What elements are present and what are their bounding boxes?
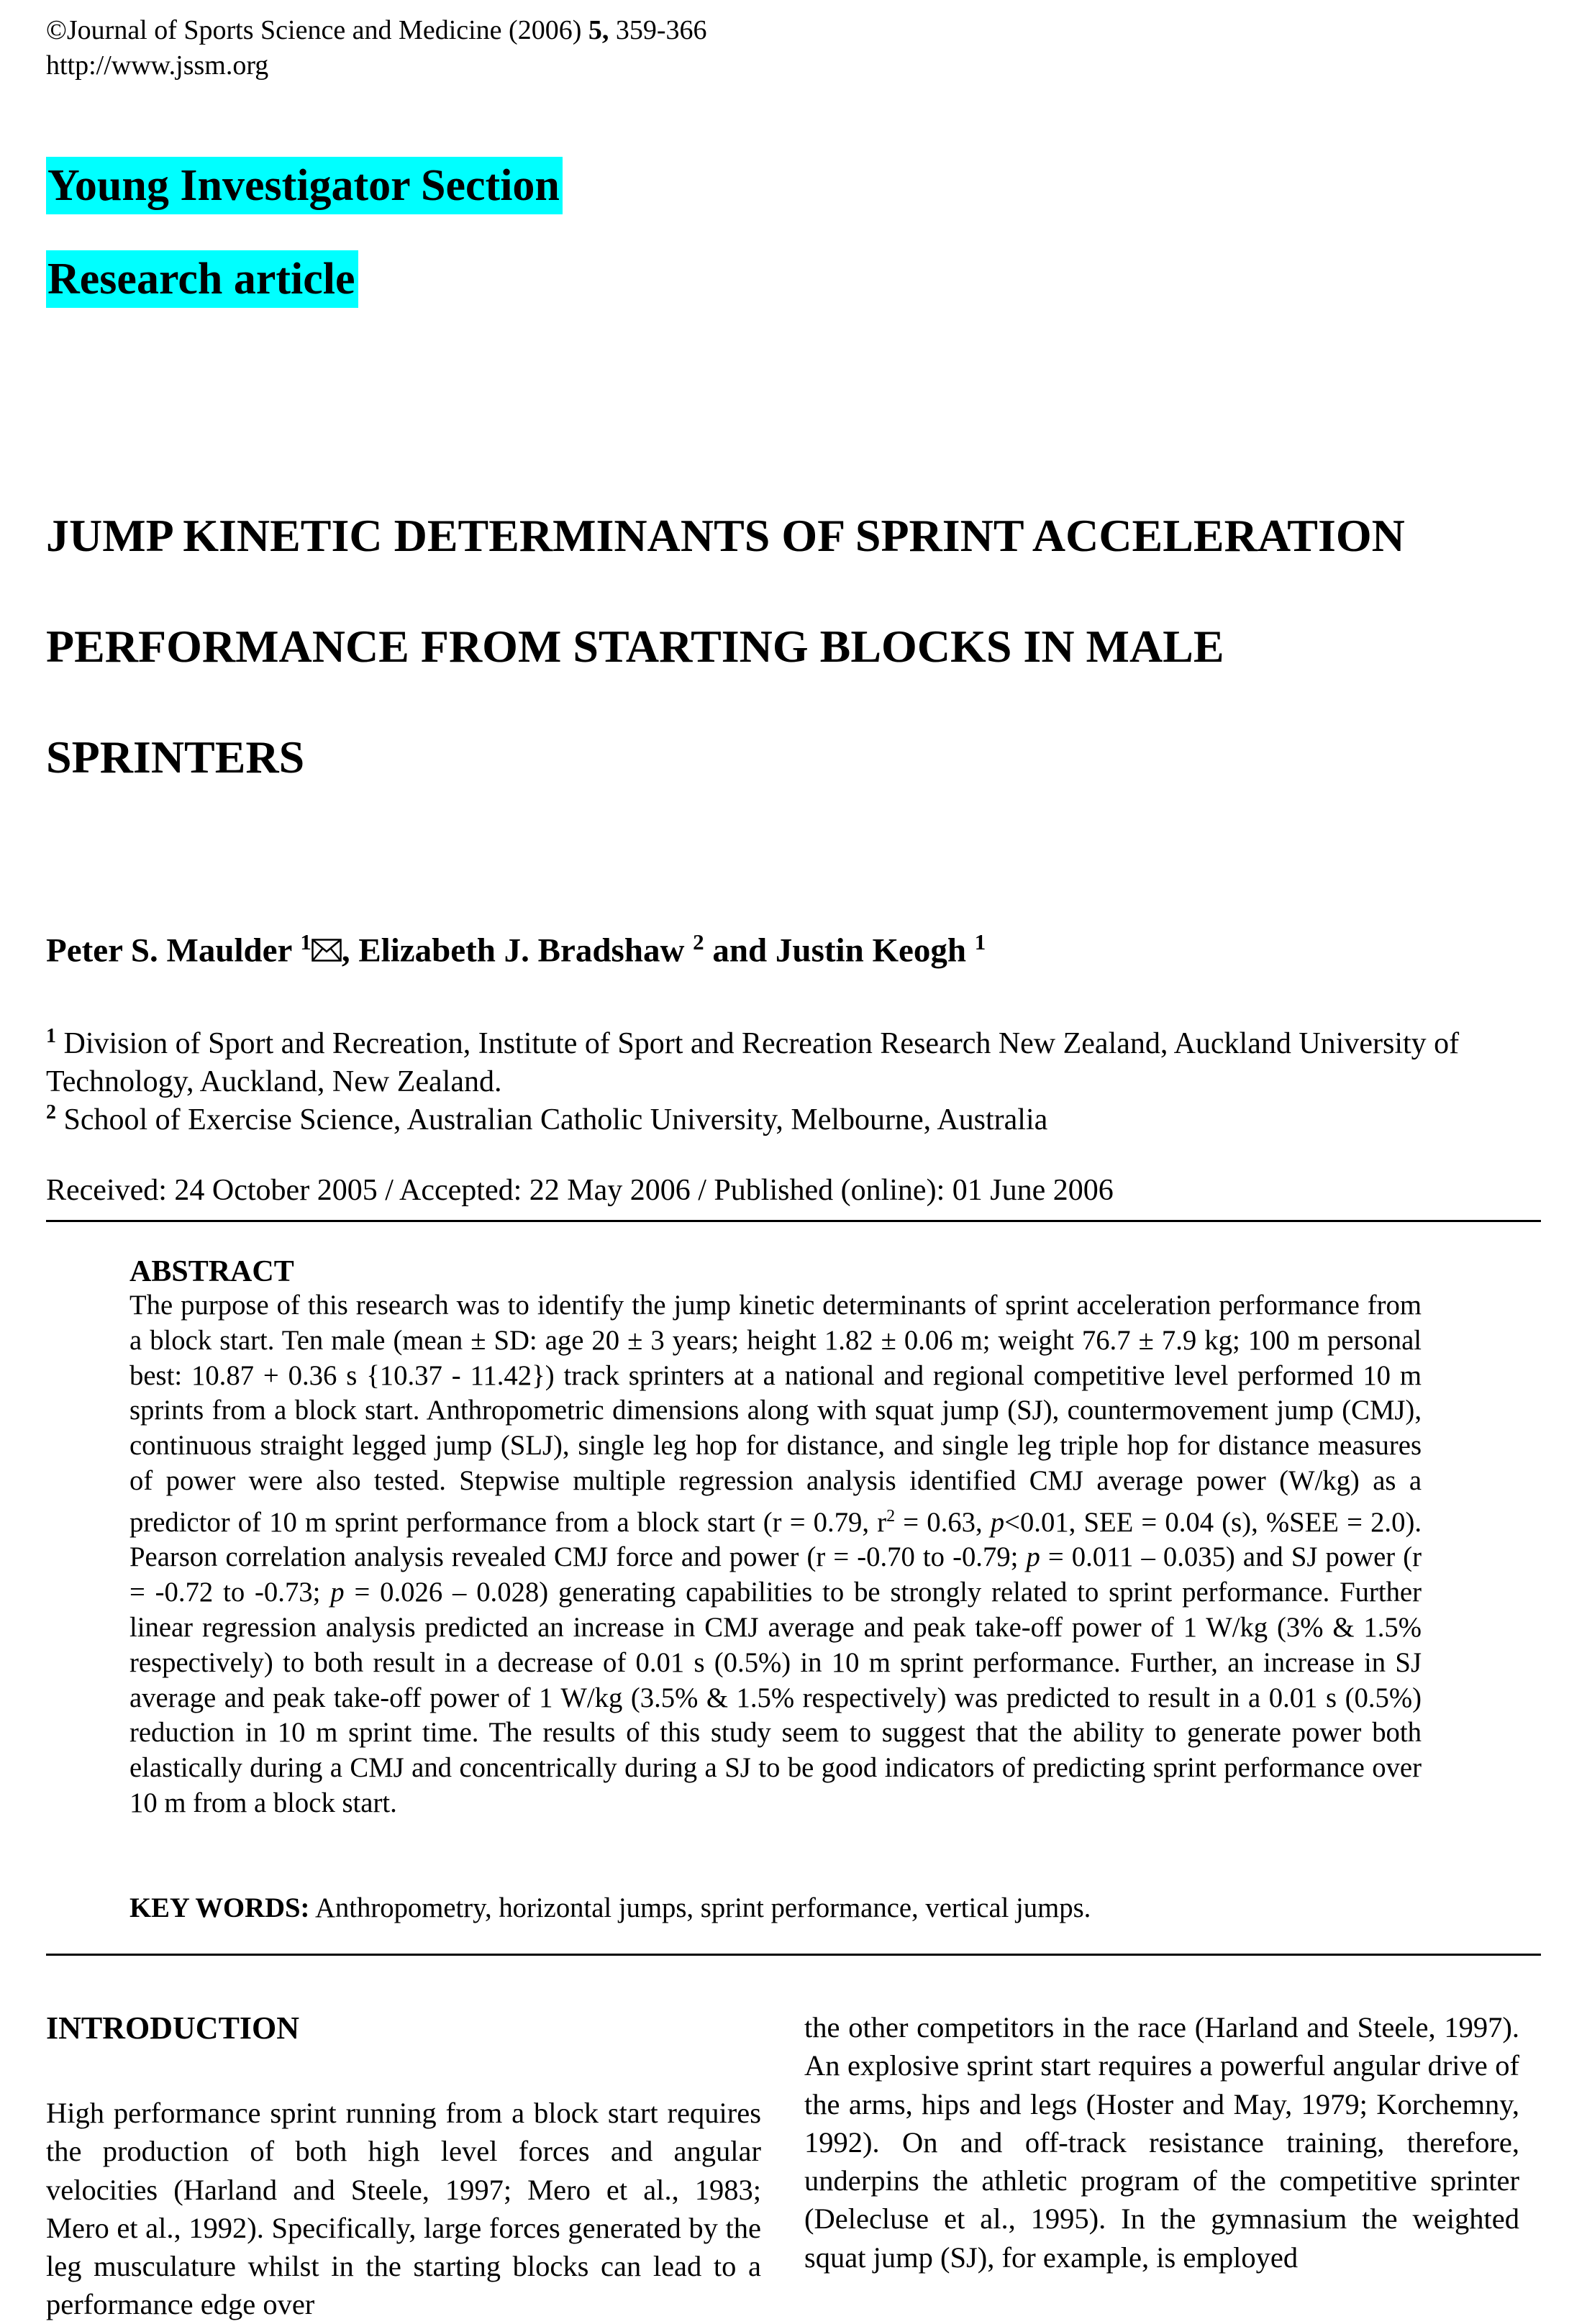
title-line: SPRINTERS [46,732,305,783]
affiliation-1: $^1$ Division of Sport and Recreation, Institute of Sport and Recreation Research New Zealand, Auckland University of Technology, Auckland, New Zealand. [46,1025,1460,1098]
journal-citation: ©Journal of Sports Science and Medicine (2006) 5, 359-366 [46,15,707,45]
article-title [46,480,1542,813]
affiliation-2: $^2$ School of Exercise Science, Australian Catholic University, Melbourne, Australia [46,1101,1048,1136]
keywords-label: KEY WORDS: [129,1893,310,1923]
title-line: JUMP KINETIC DETERMINANTS OF SPRINT ACCELERATION [46,510,1405,561]
author-list [46,919,986,974]
divider [46,1220,1541,1222]
divider [46,1954,1541,1956]
author-name: and Justin Keogh [704,931,975,970]
envelope-icon[interactable] [312,928,342,974]
section-label-young-investigator: Young Investigator Section [46,157,563,214]
journal-url[interactable]: http://www.jssm.org [46,50,269,81]
section-label-research-article: Research article [46,250,358,308]
journal-header [46,13,707,83]
affiliation-marker: 1 [974,929,986,954]
author-name: , Elizabeth J. Bradshaw [341,931,694,970]
abstract-text: The purpose of this research was to identify the jump kinetic determinants of sprint acceleration performance from a block start. Ten male (mean ± SD: age 20 ± 3 years; height 1.82 ± 0.06 m; weight 76.7 ± 7.9 kg; 100 m personal best: 10.87 + 0.36 s {10.37 - 11.42}) track sprinters at a national and regional competitive level performed 10 m sprints from a block start. Anthropometric dimensions along with squat jump (SJ), countermovement jump (CMJ), continuous straight legged jump (SLJ), single leg hop for distance, and single leg triple hop for distance measures of power were also tested. Stepwise multiple regression analysis identified CMJ average power (W/kg) as a predictor of 10 m sprint performance from a block start (r = 0.79, $r^2 = 0.63$, p<0.01, SEE = 0.04 (s), %SEE = 2.0). Pearson correlation analysis revealed CMJ force and power (r = -0.70 to -0.79; p = 0.011 – 0.035) and SJ power (r = -0.72 to -0.73; p = 0.026 – 0.028) generating capabilities to be strongly related to sprint performance. Further linear regression analysis predicted an increase in CMJ average and peak take-off power of 1 W/kg (3% & 1.5% respectively) to both result in a decrease of 0.01 s (0.5%) in 10 m sprint performance. Further, an increase in SJ average and peak take-off power of 1 W/kg (3.5% & 1.5% respectively) was predicted to result in a 0.01 s (0.5%) reduction in 10 m sprint time. The results of this study seem to suggest that the ability to generate power both elastically during a CMJ and concentrically during a SJ to be good indicators of predicting sprint performance over 10 m from a block start. [129,1290,1422,1819]
author-name: Peter S. Maulder [46,931,301,970]
title-line: PERFORMANCE FROM STARTING BLOCKS IN MALE [46,621,1224,672]
journal-volume: 5, [588,15,609,45]
introduction-heading: INTRODUCTION [46,2010,300,2046]
affiliation-marker: 1 [300,929,312,954]
introduction-column-right: the other competitors in the race (Harland and Steele, 1997). An explosive sprint start requires a powerful angular drive of the arms, hips and legs (Hoster and May, 1979; Korchemny, 1992). On and off-track resistance training, therefore, underpins the athletic program of the competitive sprinter (Delecluse et al., 1995). In the gymnasium the weighted squat jump (SJ), for example, is employed [804,2011,1519,2274]
affiliation-marker: 2 [693,929,704,954]
abstract-heading: ABSTRACT [129,1255,294,1288]
publication-dates: Received: 24 October 2005 / Accepted: 22 May 2006 / Published (online): 01 June 2006 [46,1174,1114,1207]
introduction-column-left: High performance sprint running from a block start requires the production of both high level forces and angular velocities (Harland and Steele, 1997; Mero et al., 1983; Mero et al., 1992). Specifically, large forces generated by the leg musculature whilst in the starting blocks can lead to a performance edge over [46,2097,761,2321]
keywords: KEY WORDS: Anthropometry, horizontal jumps, sprint performance, vertical jumps. [129,1893,1091,1923]
